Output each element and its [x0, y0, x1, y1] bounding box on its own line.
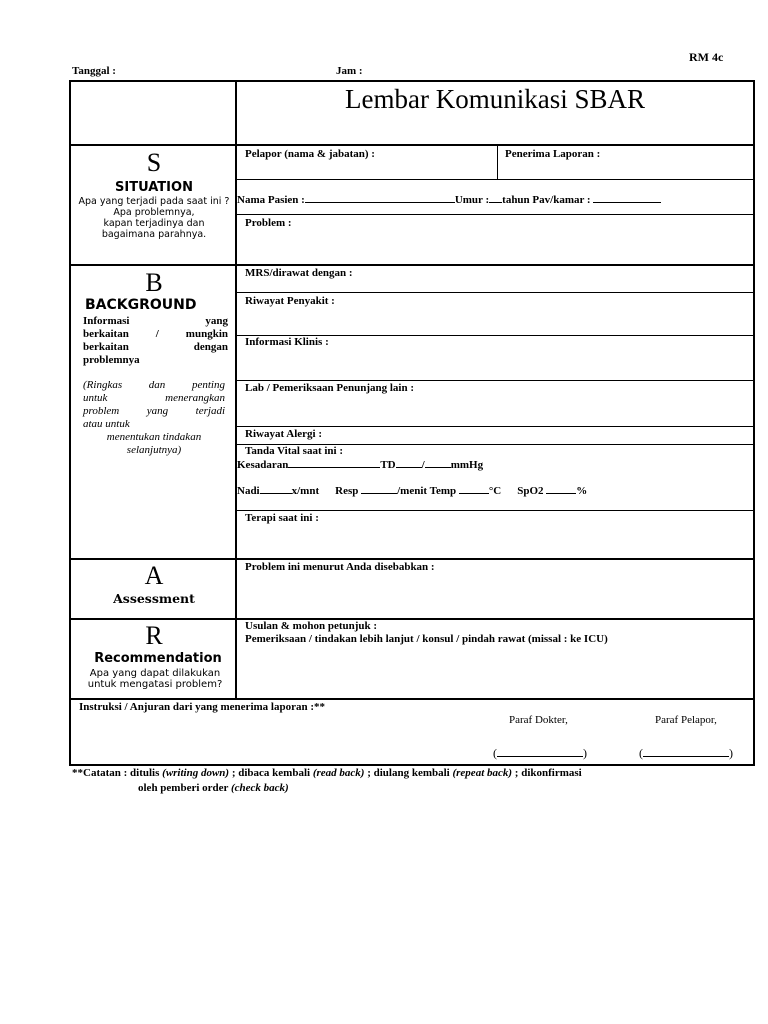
divider: [71, 698, 753, 700]
divider: [71, 144, 753, 146]
reporter-sign-label: Paraf Pelapor,: [655, 714, 717, 726]
td-label: TD: [380, 459, 396, 471]
vitals-label: Tanda Vital saat ini :: [245, 445, 344, 457]
problem-field[interactable]: [243, 232, 749, 260]
form-code: RM 4c: [689, 50, 724, 64]
divider: [237, 292, 753, 293]
reporter-signature-field[interactable]: ( ): [639, 746, 733, 760]
problem-cause-field[interactable]: [243, 576, 749, 614]
request-label: Usulan & mohon petunjuk :: [245, 620, 378, 632]
footnote: **Catatan : ditulis (writing down) ; dibaca kembali (read back) ; diulang kembali (repeat back) ; dikonfirmasi: [72, 767, 582, 779]
spo2-label: SpO2: [517, 485, 544, 497]
resp-field[interactable]: [361, 484, 397, 494]
pulse-field[interactable]: [260, 484, 292, 494]
request-detail: Pemeriksaan / tindakan lebih lanjut / konsul / pindah rawat (missal : ke ICU): [245, 633, 608, 645]
pulse-label: Nadi: [237, 485, 260, 497]
divider: [237, 426, 753, 427]
receiver-label: Penerima Laporan :: [505, 148, 601, 160]
problem-cause-label: Problem ini menurut Anda disebabkan :: [245, 561, 435, 573]
allergy-label: Riwayat Alergi :: [245, 428, 322, 440]
assessment-heading: Assessment: [113, 591, 195, 606]
sbar-form: [69, 80, 755, 766]
divider: [71, 264, 753, 266]
doctor-signature-field[interactable]: ( ): [493, 746, 587, 760]
instructions-label: Instruksi / Anjuran dari yang menerima laporan :**: [79, 701, 325, 713]
mmhg-label: mmHg: [450, 459, 484, 471]
age-label: Umur :: [454, 194, 490, 206]
room-field[interactable]: [593, 193, 661, 203]
request-field[interactable]: [243, 648, 749, 694]
time-label: Jam :: [336, 65, 363, 77]
recommendation-heading: Recommendation: [94, 651, 222, 666]
age-field[interactable]: [489, 193, 502, 203]
background-note: (Ringkas dan penting untuk menerangkan problem yang terjadi atau untuk menentukan tindakan selanjutnya): [83, 379, 225, 456]
lab-field[interactable]: [243, 396, 749, 424]
situation-description: Apa yang terjadi pada saat ini ? Apa problemnya, kapan terjadinya dan bagaimana parahnya.: [78, 196, 230, 240]
resp-label: Resp: [335, 485, 359, 497]
consciousness-label: Kesadaran: [237, 459, 289, 471]
history-field[interactable]: [243, 309, 749, 333]
situation-heading: SITUATION: [115, 180, 193, 195]
divider: [497, 144, 498, 180]
divider: [237, 214, 753, 215]
clinical-label: Informasi Klinis :: [245, 336, 329, 348]
td-diastolic-field[interactable]: [425, 458, 451, 468]
patient-name-field[interactable]: [305, 193, 455, 203]
history-label: Riwayat Penyakit :: [245, 295, 335, 307]
reporter-field[interactable]: [243, 162, 493, 176]
s-letter: S: [146, 148, 162, 177]
background-heading: BACKGROUND: [85, 297, 197, 313]
r-letter: R: [145, 621, 163, 650]
consciousness-field[interactable]: [288, 458, 380, 468]
divider: [237, 380, 753, 381]
a-letter: A: [144, 561, 164, 590]
receiver-field[interactable]: [503, 162, 749, 176]
divider: [71, 618, 753, 620]
footnote-line-2: oleh pemberi order (check back): [138, 782, 289, 794]
therapy-field[interactable]: [243, 526, 749, 554]
temp-label: Temp: [429, 485, 457, 497]
therapy-label: Terapi saat ini :: [245, 512, 319, 524]
temp-field[interactable]: [459, 484, 489, 494]
date-label: Tanggal :: [72, 65, 116, 77]
divider: [71, 558, 753, 560]
lab-label: Lab / Pemeriksaan Penunjang lain :: [245, 382, 414, 394]
spo2-field[interactable]: [546, 484, 576, 494]
page-title: Lembar Komunikasi SBAR: [345, 84, 645, 114]
age-unit-label: tahun Pav/kamar :: [502, 194, 591, 206]
b-letter: B: [145, 268, 163, 297]
recommendation-description: Apa yang dapat dilakukan untuk mengatasi problem?: [87, 668, 223, 690]
td-systolic-field[interactable]: [396, 458, 422, 468]
clinical-field[interactable]: [243, 350, 749, 378]
vitals-row: Nadi x/mnt Resp /menit Temp °C SpO2 %: [237, 485, 588, 497]
mrs-label: MRS/dirawat dengan :: [245, 267, 353, 279]
mrs-field[interactable]: [243, 279, 749, 290]
divider: [237, 510, 753, 511]
patient-row: [237, 193, 661, 206]
background-description: Informasi yang berkaitan / mungkin berkaitan dengan problemnya: [83, 315, 228, 366]
patient-name-label: Nama Pasien :: [237, 194, 305, 206]
instructions-field[interactable]: [79, 716, 479, 760]
reporter-label: Pelapor (nama & jabatan) :: [245, 148, 375, 160]
problem-label: Problem :: [245, 217, 292, 229]
divider: [237, 179, 753, 180]
doctor-sign-label: Paraf Dokter,: [509, 714, 568, 726]
consciousness-row: Kesadaran TD / mmHg: [237, 459, 484, 471]
